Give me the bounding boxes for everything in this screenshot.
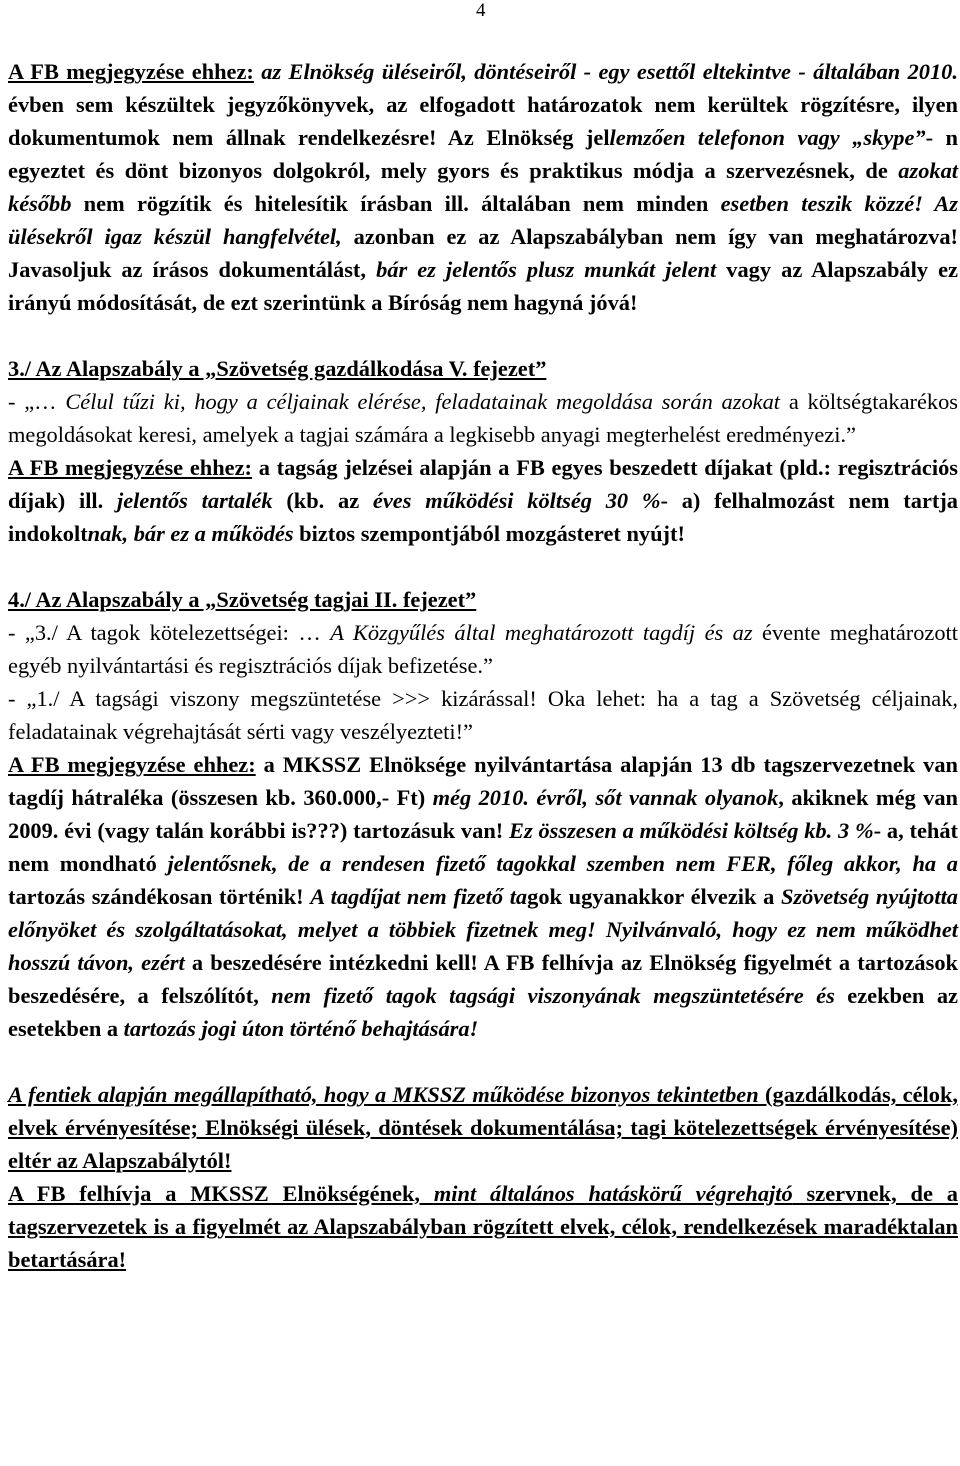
paragraph-conclusion	[8, 1078, 958, 1177]
text-run: tartozás jogi úton történő behajtására!	[123, 1016, 479, 1041]
paragraph-gap	[8, 550, 958, 583]
text-run: Szövetség nyújtotta előnyöket és szolgáltatásokat, melyet a többiek fizetnek meg! Nyilvánvaló, hogy ez nem működhet hosszú távon, ezért	[8, 884, 958, 975]
text-run: - „…	[8, 389, 66, 414]
text-run: ezekben az esetekben a	[8, 983, 958, 1041]
text-run: - „3./ A tagok kötelezettségei: …	[8, 620, 331, 645]
text-run: A FB megjegyzése ehhez:	[8, 752, 256, 777]
text-run: éves működési költség 30 %	[372, 488, 661, 513]
text-run: évben sem készült	[8, 92, 193, 117]
text-run: , akiknek még van 2009. évi (vagy talán korábbi is???) tartozásuk van!	[8, 785, 958, 843]
text-run: A tagdíjat nem fizető ta	[310, 884, 528, 909]
text-run: évente meghatározott egyéb nyilvántartási és regisztrációs díjak befizetése.”	[8, 620, 958, 678]
page-number: 4	[476, 0, 486, 21]
text-run: A Közgyűlés által meghatározott tagdíj és az	[330, 620, 753, 645]
paragraph-quote-termination	[8, 682, 958, 748]
text-run: - a) felhalmozást nem tartja indokolt	[8, 488, 959, 546]
paragraph-fb-note-fees	[8, 451, 958, 550]
text-run: nem fizető tagok tagsági viszonyának megszüntetésére és	[271, 983, 835, 1008]
text-run: a beszedésére intézkedni kell! A FB felhívja az Elnökség figyelmét a tartozások beszedésére, a felszólítót,	[8, 950, 958, 1008]
text-run: nak, bár ez a működés	[87, 521, 294, 546]
text-run: tartozás szándékosan történik!	[8, 884, 311, 909]
text-run: - a, tehát nem mondható	[8, 818, 958, 876]
text-run: ek jegyzőkönyvek, az elfogadott határozatok nem kerültek rögzítésre, ilyen dokumentumok nem állnak rendelkezésre! Az Elnökség jel	[8, 92, 958, 150]
paragraph-quote-economy	[8, 385, 958, 451]
text-run: - „1./ A tagsági viszony megszüntetése >>> kizárással! Oka lehet: ha a tag a Szövetség céljainak, feladatainak végrehajtását sérti vagy veszélyezteti!”	[8, 686, 958, 744]
paragraph-final-call	[8, 1177, 958, 1276]
paragraph-gap	[8, 319, 958, 352]
text-run: bár ez jelentős plusz munkát jelent	[376, 257, 717, 282]
text-run: A FB felhívja a MKSSZ Elnökségének,	[8, 1181, 434, 1206]
text-run: lemzően telefonon vagy „skype”	[609, 125, 926, 150]
text-run: a költségtakarékos megoldásokat keresi, amelyek a tagjai számára a legkisebb anyagi megterhelést eredményezi.”	[8, 389, 959, 447]
text-run: A fentiek alapján megállapítható, hogy a MKSSZ működése bizonyos tekintetben	[8, 1082, 759, 1107]
paragraph-quote-obligations	[8, 616, 958, 682]
text-run: vagy az Alapszabály ez irányú módosítását, de ezt szerintünk a Bíróság nem hagyná jóvá!	[8, 257, 958, 315]
text-run: esetben teszik közzé! Az ülésekről igaz készül hangfelvétel,	[8, 191, 958, 249]
text-run: a MKSSZ Elnöksége nyilvántartása alapján 13 db tagszervezetnek van tagdíj hátraléka (összesen kb. 360.000,- Ft)	[8, 752, 958, 810]
text-run: azonban ez az Alapszabályban nem így van meghatározva! Javasoljuk az írásos dokumentálást,	[8, 224, 958, 282]
document-body	[8, 55, 958, 1276]
text-run: a tagság jelzései alapján a FB egyes beszedett díjakat (pld.: regisztrációs díjak) ill.	[8, 455, 958, 513]
text-run: nem rögzítik és hitelesítik írásban ill. általában nem minden	[71, 191, 721, 216]
text-run: biztos szempontjából mozgásteret nyújt!	[293, 521, 685, 546]
text-run: A FB megjegyzése ehhez:	[8, 455, 252, 480]
text-run: Ez összesen a működési költség kb. 3 %	[509, 818, 874, 843]
text-run: Célul tűzi ki, hogy a céljainak elérése, feladatainak megoldása során azokat	[65, 389, 781, 414]
text-run: (kb. az	[272, 488, 373, 513]
paragraph-fb-note-meetings	[8, 55, 958, 319]
section-heading-3: 3./ Az Alapszabály a „Szövetség gazdálkodása V. fejezet”	[8, 356, 547, 381]
text-run: jelentősnek, de a rendesen fizető tagokkal szemben nem FER, főleg akkor, ha a	[167, 851, 958, 876]
text-run: még 2010. évről, sőt vannak olyanok	[432, 785, 779, 810]
text-run: mint általános hatáskörű végrehajtó	[433, 1181, 793, 1206]
text-run: gok ugyanakkor élvezik a	[527, 884, 781, 909]
text-run: azokat később	[8, 158, 958, 216]
text-run: szervnek, de a tagszervezetek is a figyelmét az Alapszabályban rögzített elvek, célok, rendelkezések maradéktalan betartására!	[8, 1181, 958, 1272]
paragraph-gap	[8, 1045, 958, 1078]
text-run: az Elnökség üléseiről, döntéseiről - egy esettől eltekintve - általában 2010.	[261, 59, 958, 84]
text-run: jelentős tartalék	[117, 488, 273, 513]
text-run: - n egyeztet és dönt bizonyos dolgokról, mely gyors és praktikus módja a szervezésnek, de	[8, 125, 958, 183]
section-heading-4: 4./ Az Alapszabály a „Szövetség tagjai II. fejezet”	[8, 587, 477, 612]
paragraph-fb-note-arrears	[8, 748, 958, 1045]
text-run: (gazdálkodás, célok, elvek érvényesítése; Elnökségi ülések, döntések dokumentálása; tagi kötelezettségek érvényesítése) eltér az Alapszabálytól!	[8, 1082, 958, 1173]
text-run: A FB megjegyzése ehhez:	[8, 59, 254, 84]
